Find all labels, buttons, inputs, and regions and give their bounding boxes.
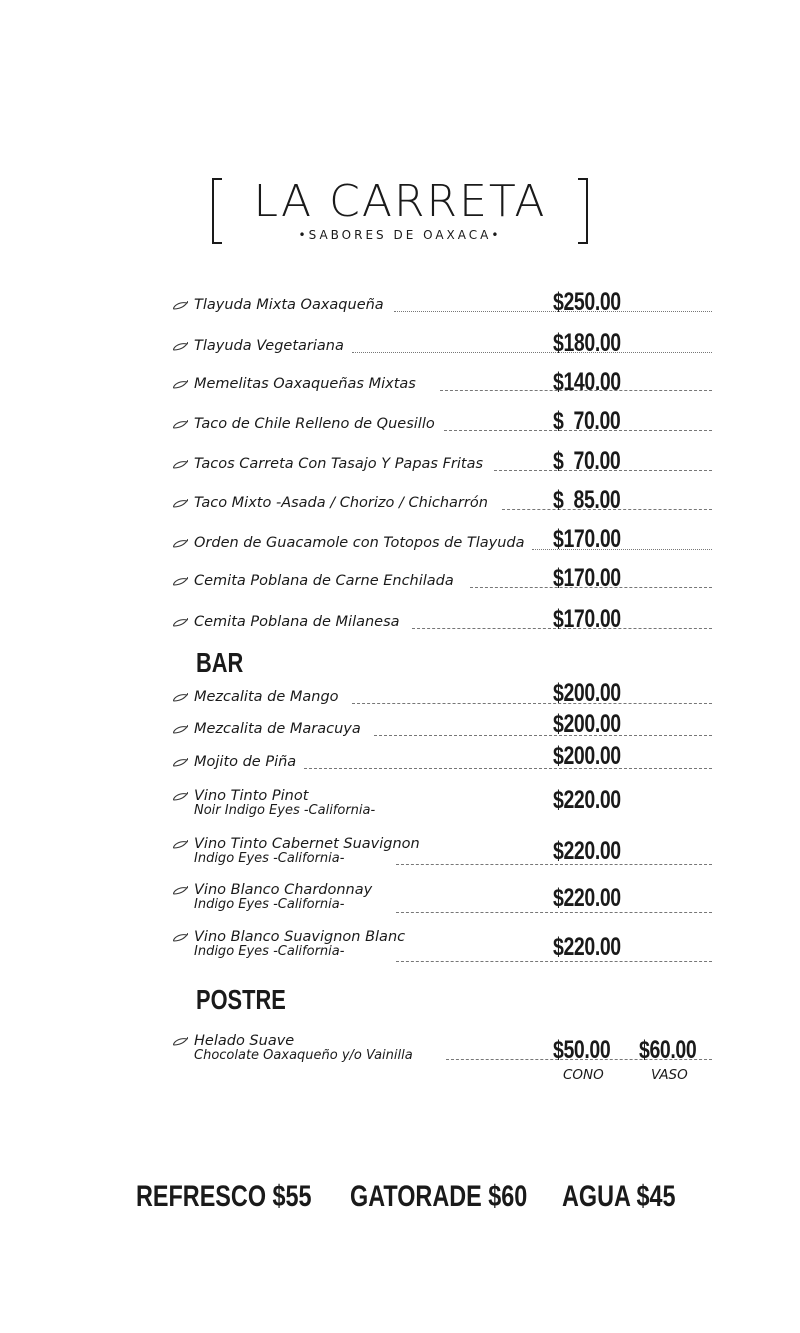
chili-icon xyxy=(172,301,188,311)
menu-item-name: Orden de Guacamole con Totopos de Tlayuda xyxy=(194,535,525,551)
menu-item-price: $220.00 xyxy=(553,884,621,912)
logo-right-bracket xyxy=(578,178,588,244)
menu-item-price: $ 85.00 xyxy=(553,486,621,514)
chili-icon xyxy=(172,577,188,587)
brand-logo xyxy=(212,176,588,246)
menu-item-price: $220.00 xyxy=(553,837,621,865)
menu-item-price: $170.00 xyxy=(553,525,621,553)
chili-icon xyxy=(172,618,188,628)
leader-dashes xyxy=(352,703,712,704)
chili-icon xyxy=(172,380,188,390)
menu-item-name: Tlayuda Vegetariana xyxy=(194,338,344,354)
menu-item-price: $170.00 xyxy=(553,564,621,592)
menu-item-name: Mojito de Piña xyxy=(194,754,297,770)
brand-name: LA CARRETA xyxy=(253,176,547,227)
menu-item-name-line1: Helado Suave xyxy=(194,1033,295,1049)
chili-icon xyxy=(172,792,188,802)
menu-item-price: $200.00 xyxy=(553,679,621,707)
menu-item-price: $200.00 xyxy=(553,710,621,738)
drink-gatorade: GATORADE $60 xyxy=(350,1180,528,1213)
menu-item-price: $140.00 xyxy=(553,368,621,396)
menu-item-price: $250.00 xyxy=(553,288,621,316)
chili-icon xyxy=(172,693,188,703)
menu-item-name-line1: Vino Blanco Chardonnay xyxy=(194,882,373,898)
chili-icon xyxy=(172,539,188,549)
menu-item-price: $ 70.00 xyxy=(553,407,621,435)
menu-item-name: Memelitas Oaxaqueñas Mixtas xyxy=(194,376,416,392)
menu-item-name-line2: Noir Indigo Eyes -California- xyxy=(194,803,376,818)
menu-item-name xyxy=(194,882,372,912)
menu-item-name xyxy=(194,1033,413,1063)
chili-icon xyxy=(172,460,188,470)
menu-item-name: Cemita Poblana de Milanesa xyxy=(194,614,400,630)
menu-item-price: $220.00 xyxy=(553,933,621,961)
menu-item-name-line1: Vino Blanco Suavignon Blanc xyxy=(194,929,406,945)
label-vaso: VASO xyxy=(651,1067,688,1083)
menu-item-name xyxy=(194,788,375,818)
menu-item-name-line1: Vino Tinto Cabernet Suavignon xyxy=(194,836,420,852)
menu-item-name: Tacos Carreta Con Tasajo Y Papas Fritas xyxy=(194,456,484,472)
chili-icon xyxy=(172,840,188,850)
menu-item-name xyxy=(194,836,420,866)
leader-dashes xyxy=(304,768,712,769)
menu-item-price: $170.00 xyxy=(553,605,621,633)
section-title-postre: POSTRE xyxy=(196,984,286,1015)
chili-icon xyxy=(172,758,188,768)
leader-dots xyxy=(352,352,712,353)
menu-item-price: $180.00 xyxy=(553,329,621,357)
logo-left-bracket xyxy=(212,178,222,244)
price-vaso: $60.00 xyxy=(639,1036,697,1064)
menu-item-name xyxy=(194,929,405,959)
section-title-bar: BAR xyxy=(196,647,244,678)
menu-item-price: $200.00 xyxy=(553,742,621,770)
leader-dashes xyxy=(374,735,712,736)
drink-agua: AGUA $45 xyxy=(562,1180,676,1213)
menu-item-name: Cemita Poblana de Carne Enchilada xyxy=(194,573,454,589)
chili-icon xyxy=(172,886,188,896)
menu-item-price: $ 70.00 xyxy=(553,447,621,475)
menu-item-name-line2: Indigo Eyes -California- xyxy=(194,897,345,912)
menu-item-name-line1: Vino Tinto Pinot xyxy=(194,788,309,804)
chili-icon xyxy=(172,420,188,430)
chili-icon xyxy=(172,342,188,352)
menu-item-name: Mezcalita de Mango xyxy=(194,689,339,705)
chili-icon xyxy=(172,1037,188,1047)
menu-item-name-line2: Indigo Eyes -California- xyxy=(194,851,345,866)
menu-item-name-line2: Chocolate Oaxaqueño y/o Vainilla xyxy=(194,1048,413,1063)
price-cono: $50.00 xyxy=(553,1036,611,1064)
label-cono: CONO xyxy=(563,1067,604,1083)
menu-item-name-line2: Indigo Eyes -California- xyxy=(194,944,345,959)
chili-icon xyxy=(172,933,188,943)
drink-refresco: REFRESCO $55 xyxy=(136,1180,312,1213)
brand-tagline: •SABORES DE OAXACA• xyxy=(298,228,502,242)
chili-icon xyxy=(172,725,188,735)
menu-item-price: $220.00 xyxy=(553,786,621,814)
menu-item-name: Taco Mixto -Asada / Chorizo / Chicharrón xyxy=(194,495,488,511)
menu-item-name: Taco de Chile Relleno de Quesillo xyxy=(194,416,435,432)
menu-item-name: Tlayuda Mixta Oaxaqueña xyxy=(194,297,384,313)
menu-item-name: Mezcalita de Maracuya xyxy=(194,721,361,737)
chili-icon xyxy=(172,499,188,509)
